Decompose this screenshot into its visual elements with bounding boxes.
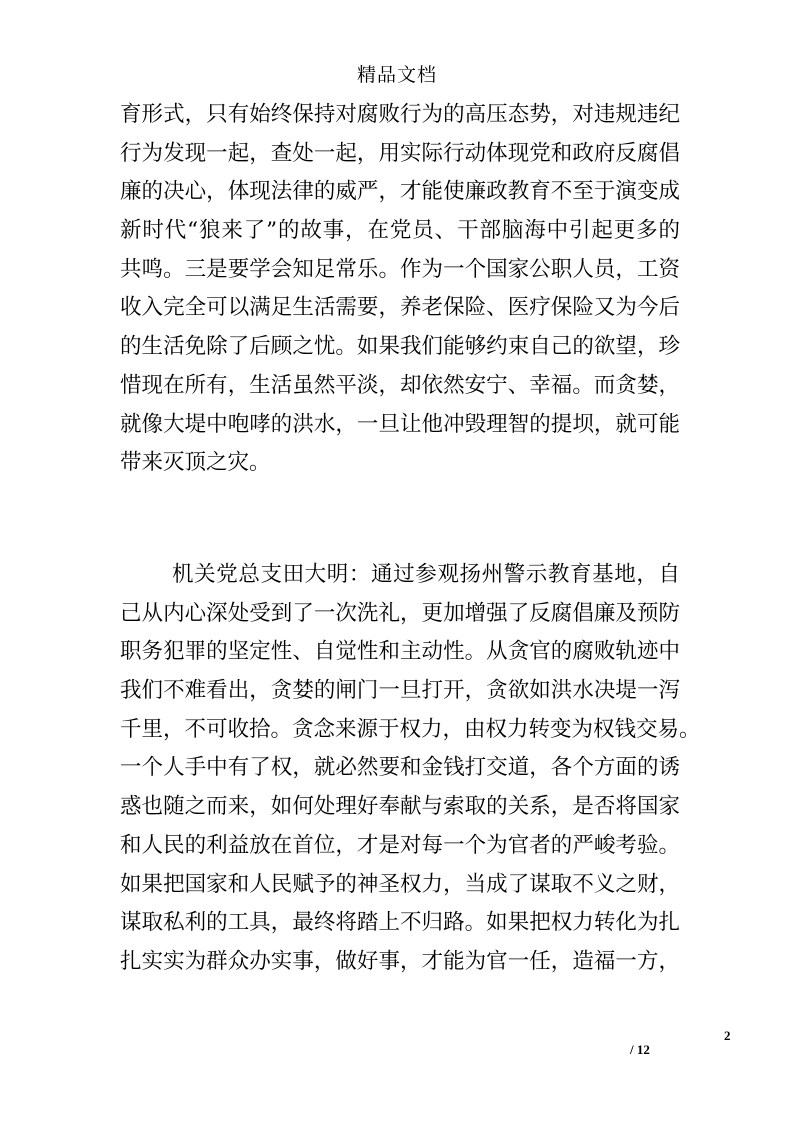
text-line: 扎实实为群众办实事，做好事，才能为官一任，造福一方，: [120, 948, 680, 974]
text-line: 收入完全可以满足生活需要，养老保险、医疗保险又为今后: [120, 295, 680, 321]
text-line: 机关党总支田大明：通过参观扬州警示教育基地，自: [172, 562, 680, 587]
text-line: 廉的决心，体现法律的威严，才能使廉政教育不至于演变成: [120, 179, 680, 205]
text-line: 行为发现一起，查处一起，用实际行动体现党和政府反腐倡: [120, 140, 680, 166]
text-line: 己从内心深处受到了一次洗礼，更加增强了反腐倡廉及预防: [120, 600, 680, 626]
text-line: 就像大堤中咆哮的洪水，一旦让他冲毁理智的提坝，就可能: [120, 411, 680, 437]
document-header-title: 精品文档: [356, 64, 437, 86]
text-line: 一个人手中有了权，就必然要和金钱打交道，各个方面的诱: [120, 755, 680, 781]
text-line: 我们不难看出，贪婪的闸门一旦打开，贪欲如洪水决堤一泻: [120, 678, 680, 704]
body-paragraph-1: [120, 96, 680, 483]
text-line: 千里，不可收拾。贪念来源于权力，由权力转变为权钱交易。: [120, 716, 701, 742]
text-line: 的生活免除了后顾之忧。如果我们能够约束自己的欲望，珍: [120, 334, 680, 360]
text-line: 共鸣。三是要学会知足常乐。作为一个国家公职人员，工资: [120, 256, 680, 282]
page-total: / 12: [630, 1042, 650, 1057]
text-line: 如果把国家和人民赋予的神圣权力，当成了谋取不义之财，: [120, 871, 680, 897]
text-line: 育形式，只有始终保持对腐败行为的高压态势，对违规违纪: [120, 102, 680, 127]
text-line: 带来灭顶之灾。: [120, 450, 271, 476]
body-paragraph-2: [120, 556, 701, 982]
page-number: 2: [724, 1028, 731, 1043]
text-line: 职务犯罪的坚定性、自觉性和主动性。从贪官的腐败轨迹中: [120, 639, 680, 665]
text-line: 谋取私利的工具，最终将踏上不归路。如果把权力转化为扎: [120, 910, 680, 936]
text-line: 惑也随之而来，如何处理好奉献与索取的关系，是否将国家: [120, 794, 680, 820]
text-line: 和人民的利益放在首位，才是对每一个为官者的严峻考验。: [120, 832, 680, 858]
text-line: 惜现在所有，生活虽然平淡，却依然安宁、幸福。而贪婪，: [120, 372, 680, 398]
text-line: 新时代“狼来了”的故事，在党员、干部脑海中引起更多的: [120, 218, 680, 244]
